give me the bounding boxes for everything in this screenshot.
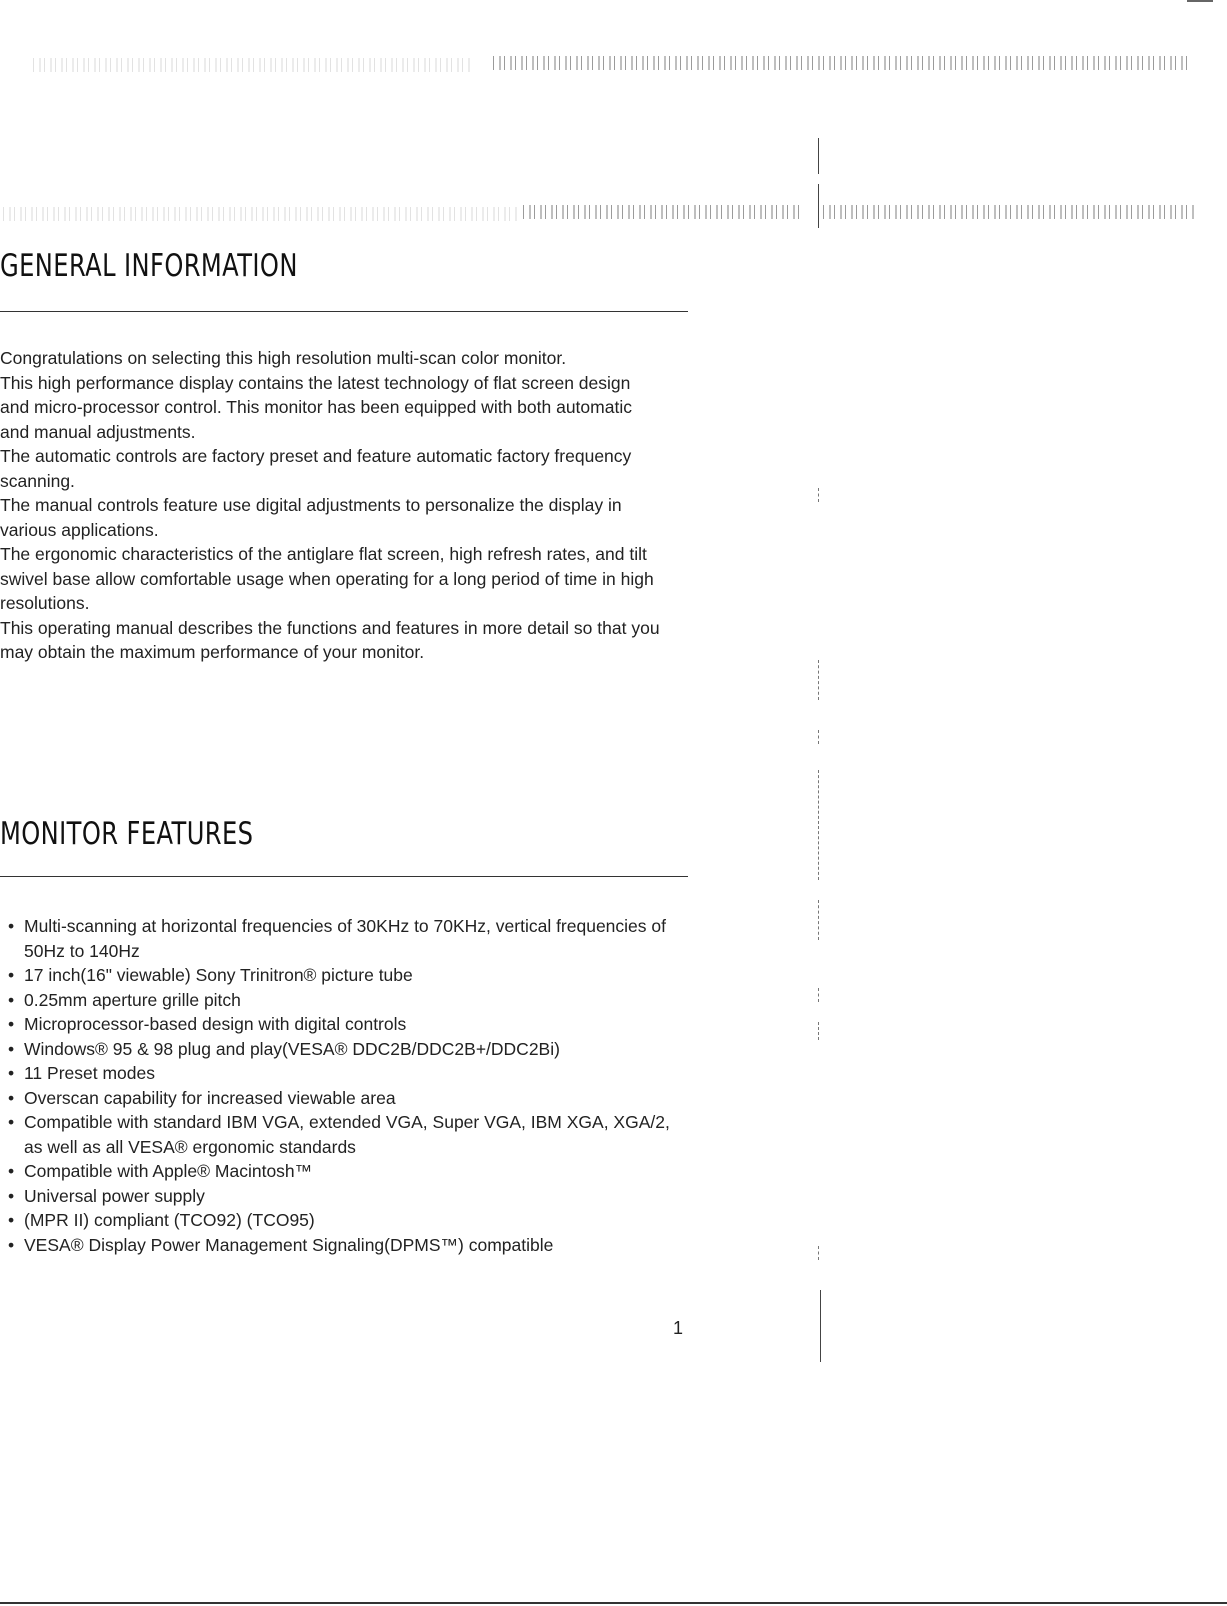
list-item	[0, 1086, 680, 1111]
feature-text: 0.25mm aperture grille pitch	[24, 989, 241, 1010]
scan-vertical-mark-top	[818, 138, 819, 174]
scan-vertical-mark-band	[818, 184, 819, 228]
scan-noise-mid-left	[0, 207, 520, 221]
bullet-icon: •	[8, 916, 15, 936]
list-item	[0, 1233, 680, 1258]
feature-text: Compatible with standard IBM VGA, extended VGA, Super VGA, IBM XGA, XGA/2, as well as all VESA® ergonomic standards	[24, 1112, 670, 1157]
bullet-icon: •	[8, 1161, 15, 1181]
bullet-icon: •	[8, 1038, 15, 1059]
general-information-title: GENERAL INFORMATION	[0, 248, 298, 284]
list-item	[0, 1159, 680, 1184]
list-item	[0, 963, 680, 988]
bullet-icon: •	[8, 1063, 15, 1083]
scan-vertical-mark-6	[818, 988, 819, 1002]
list-item	[0, 1037, 680, 1062]
feature-text: Multi-scanning at horizontal frequencies of 30KHz to 70KHz, vertical frequencies of 50Hz to 140Hz	[24, 916, 666, 961]
scan-noise-mid-right	[820, 205, 1195, 219]
intro-paragraph: This operating manual describes the functions and features in more detail so that you may obtain the maximum performance of your monitor.	[0, 617, 660, 662]
features-list	[0, 914, 680, 1257]
bullet-icon: •	[8, 1112, 15, 1132]
feature-text: Windows® 95 & 98 plug and play(VESA® DDC2B/DDC2B+/DDC2Bi)	[24, 1038, 560, 1059]
scan-vertical-mark-1	[818, 488, 819, 502]
bullet-icon: •	[8, 1234, 15, 1255]
monitor-features-title: MONITOR FEATURES	[0, 816, 254, 852]
feature-text: 11 Preset modes	[24, 1063, 155, 1083]
list-item	[0, 1184, 680, 1209]
scan-vertical-mark-8	[818, 1246, 819, 1260]
list-item	[0, 1061, 680, 1086]
intro-paragraph: This high performance display contains the latest technology of flat screen design and micro-processor control. This monitor has been equipped with both automatic and manual adjustments.	[0, 372, 632, 442]
bullet-icon: •	[8, 1185, 15, 1206]
bullet-icon: •	[8, 989, 15, 1010]
feature-text: Overscan capability for increased viewable area	[24, 1087, 396, 1108]
bullet-icon: •	[8, 965, 15, 985]
feature-text: (MPR II) compliant (TCO92) (TCO95)	[24, 1210, 315, 1230]
feature-text: Microprocessor-based design with digital controls	[24, 1014, 407, 1034]
list-item	[0, 1208, 680, 1233]
general-information-body	[0, 346, 660, 665]
list-item	[0, 914, 680, 963]
page-number: 1	[673, 1318, 684, 1338]
monitor-features-rule	[0, 876, 688, 877]
scan-vertical-mark-5	[818, 900, 819, 940]
feature-text: Compatible with Apple® Macintosh™	[24, 1161, 313, 1181]
page-bottom-rule	[0, 1602, 1227, 1604]
feature-text: Universal power supply	[24, 1185, 205, 1206]
bullet-icon: •	[8, 1014, 15, 1034]
scan-vertical-mark-9	[820, 1290, 821, 1362]
scan-vertical-mark-2	[818, 660, 819, 700]
feature-text: VESA® Display Power Management Signaling(DPMS™) compatible	[24, 1234, 554, 1255]
general-information-rule	[0, 311, 688, 312]
bullet-icon: •	[8, 1087, 15, 1108]
scan-vertical-mark-3	[818, 730, 819, 744]
feature-text: 17 inch(16" viewable) Sony Trinitron® picture tube	[24, 965, 413, 985]
intro-paragraph: The manual controls feature use digital adjustments to personalize the display in various applications.	[0, 495, 622, 540]
scan-vertical-mark-4	[818, 770, 819, 880]
bullet-icon: •	[8, 1210, 15, 1230]
scan-noise-top-left	[30, 58, 470, 72]
intro-paragraph: The automatic controls are factory preset and feature automatic factory frequency scanning.	[0, 446, 632, 491]
list-item	[0, 1110, 680, 1159]
intro-paragraph: Congratulations on selecting this high resolution multi-scan color monitor.	[0, 348, 567, 368]
scan-noise-mid-center	[520, 205, 800, 219]
list-item	[0, 988, 680, 1013]
scan-corner-mark	[1187, 0, 1213, 2]
intro-paragraph: The ergonomic characteristics of the antiglare flat screen, high refresh rates, and tilt swivel base allow comfortable usage when operating for a long period of time in high resolutions.	[0, 544, 654, 613]
scan-noise-top-right	[490, 56, 1190, 70]
scan-vertical-mark-7	[818, 1022, 819, 1040]
list-item	[0, 1012, 680, 1037]
